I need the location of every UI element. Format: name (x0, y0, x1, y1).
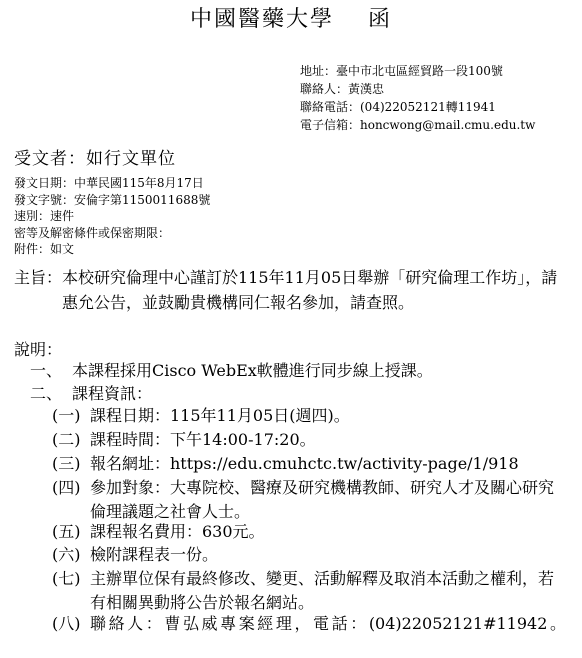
description-label: 說明： (14, 340, 63, 359)
contact-phone: 聯絡電話：(04)22052121轉11941 (300, 100, 496, 114)
sub-item-text: 課程報名費用：630元。 (90, 522, 265, 541)
sub-item-text: 課程日期：115年11月05日(週四)。 (90, 406, 350, 425)
document-type: 函 (368, 7, 393, 32)
sub-item-text: 參加對象：大專院校、醫療及研究機構教師、研究人才及關心研究倫理議題之社會人士。 (90, 478, 555, 521)
document-header (0, 2, 582, 33)
sub-item-text: 檢附課程表一份。 (90, 545, 219, 564)
contact-info (300, 62, 535, 134)
sub-item-text: 報名網址：https://edu.cmuhctc.tw/activity-page/1/918 (90, 454, 519, 473)
course-info-item-5 (52, 520, 566, 544)
contact-address: 地址：臺中市北屯區經貿路一段100號 (300, 64, 503, 78)
contact-email: 電子信箱：honcwong@mail.cmu.edu.tw (300, 118, 536, 132)
sub-item-number: (五) (52, 522, 81, 541)
sub-item-text: 聯絡人：曹弘威專案經理，電話：(04)22052121#11942。 (90, 614, 566, 633)
attachment: 附件：如文 (14, 242, 75, 256)
course-info-item-3 (52, 452, 566, 476)
sub-item-text: 課程時間：下午14:00-17:20。 (90, 430, 316, 449)
course-info-item-6 (52, 543, 566, 567)
sub-item-number: (四) (52, 478, 81, 497)
course-info-item-7 (52, 567, 566, 615)
course-info-item-1 (52, 404, 566, 428)
sub-item-text: 主辦單位保有最終修改、變更、活動解釋及取消本活動之權利，若有相關異動將公告於報名網站。 (90, 569, 555, 612)
contact-person: 聯絡人：黃漢忠 (300, 82, 385, 96)
subject-text: 本校研究倫理中心謹訂於115年11月05日舉辦「研究倫理工作坊」，請惠允公告，並鼓勵貴機構同仁報名參加，請查照。 (62, 268, 558, 312)
course-info-item-4 (52, 476, 566, 524)
item-text: 本課程採用Cisco WebEx軟體進行同步線上授課。 (72, 361, 433, 380)
item-number: 一、 (30, 361, 63, 380)
course-info-item-2 (52, 428, 566, 452)
sub-item-number: (六) (52, 545, 81, 564)
description-item-2 (30, 382, 566, 406)
issue-date: 發文日期：中華民國115年8月17日 (14, 176, 204, 190)
subject-section (14, 266, 566, 315)
organization-name: 中國醫藥大學 (189, 7, 334, 32)
sub-item-number: (三) (52, 454, 81, 473)
item-text: 課程資訊： (72, 384, 153, 403)
speed-class: 速別：速件 (14, 209, 75, 223)
recipient: 受文者：如行文單位 (14, 149, 176, 169)
sub-item-number: (一) (52, 406, 81, 425)
issue-number: 發文字號：安倫字第1150011688號 (14, 192, 211, 207)
sub-item-number: (八) (52, 614, 81, 633)
subject-label: 主旨： (14, 268, 63, 287)
course-info-item-8 (52, 612, 566, 636)
item-number: 二、 (30, 384, 63, 403)
secrecy-level: 密等及解密條件或保密期限： (14, 225, 171, 240)
sub-item-number: (七) (52, 569, 81, 588)
sub-item-number: (二) (52, 430, 81, 449)
document-meta (14, 175, 210, 258)
description-item-1 (30, 359, 566, 383)
